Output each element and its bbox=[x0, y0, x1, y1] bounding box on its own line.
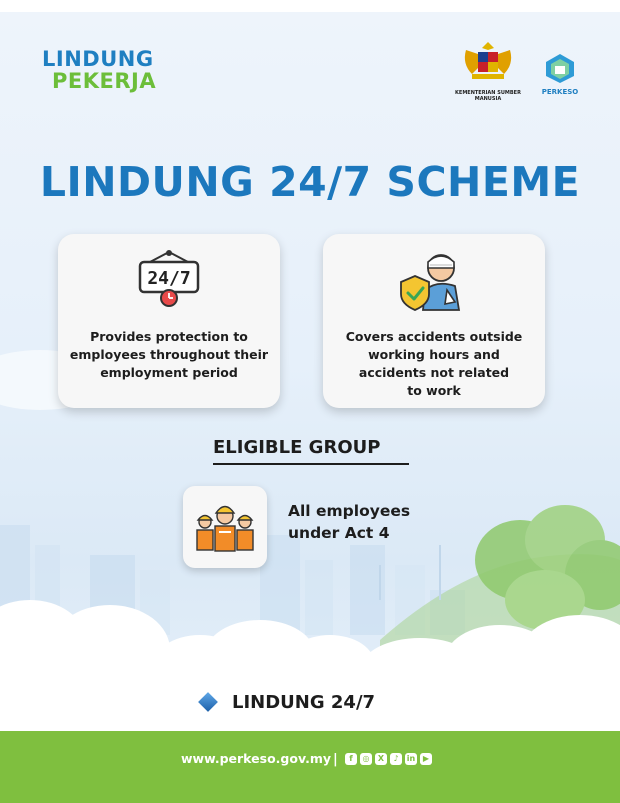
x-icon[interactable]: X bbox=[375, 753, 387, 765]
card-line: to work bbox=[407, 383, 461, 398]
card-line: working hours and bbox=[368, 347, 500, 362]
card-line: accidents not related bbox=[358, 365, 510, 380]
perkeso-label: PERKESO bbox=[541, 88, 579, 96]
lindung-pekerja-logo bbox=[42, 48, 156, 92]
eligible-line: under Act 4 bbox=[288, 524, 390, 542]
perkeso-logo bbox=[540, 52, 580, 96]
ministry-logo bbox=[442, 40, 534, 102]
perkeso-emblem-icon bbox=[542, 52, 578, 84]
card-line: Provides protection to bbox=[90, 329, 248, 344]
ministry-label: KEMENTERIAN SUMBER MANUSIA bbox=[455, 90, 521, 102]
page-title: LINDUNG 24/7 SCHEME bbox=[39, 158, 581, 206]
eligible-group-heading: ELIGIBLE GROUP bbox=[213, 437, 381, 458]
scheme-label: LINDUNG 24/7 bbox=[232, 692, 376, 713]
badge-24-7: 24/7 bbox=[147, 268, 191, 289]
card-text-accidents bbox=[323, 328, 545, 400]
eligible-group-card bbox=[183, 486, 267, 568]
card-text-protection bbox=[58, 328, 280, 382]
coat-of-arms-icon bbox=[458, 40, 518, 84]
logo-line-2: PEKERJA bbox=[52, 69, 157, 93]
eligible-group-text bbox=[288, 500, 410, 544]
facebook-icon[interactable]: f bbox=[345, 753, 357, 765]
workers-group-icon bbox=[193, 500, 257, 552]
24-7-sign-icon bbox=[136, 250, 202, 308]
injured-worker-shield-icon bbox=[397, 246, 469, 312]
linkedin-icon[interactable]: in bbox=[406, 754, 416, 763]
card-line: employment period bbox=[100, 365, 238, 380]
footer-separator: | bbox=[333, 752, 338, 767]
instagram-icon[interactable]: ◎ bbox=[360, 753, 372, 765]
top-border bbox=[0, 0, 620, 12]
tiktok-icon[interactable]: ♪ bbox=[390, 753, 402, 765]
feature-card-protection bbox=[58, 234, 280, 408]
footer-bar bbox=[0, 731, 620, 803]
eligible-line: All employees bbox=[288, 502, 411, 520]
card-line: employees throughout their bbox=[69, 347, 269, 362]
website-link[interactable]: www.perkeso.gov.my bbox=[181, 751, 331, 766]
heading-underline bbox=[213, 463, 409, 465]
logo-line-1: LINDUNG bbox=[42, 47, 154, 71]
youtube-icon[interactable]: ▶ bbox=[420, 753, 432, 765]
card-line: Covers accidents outside bbox=[345, 329, 523, 344]
feature-card-accidents bbox=[323, 234, 545, 408]
